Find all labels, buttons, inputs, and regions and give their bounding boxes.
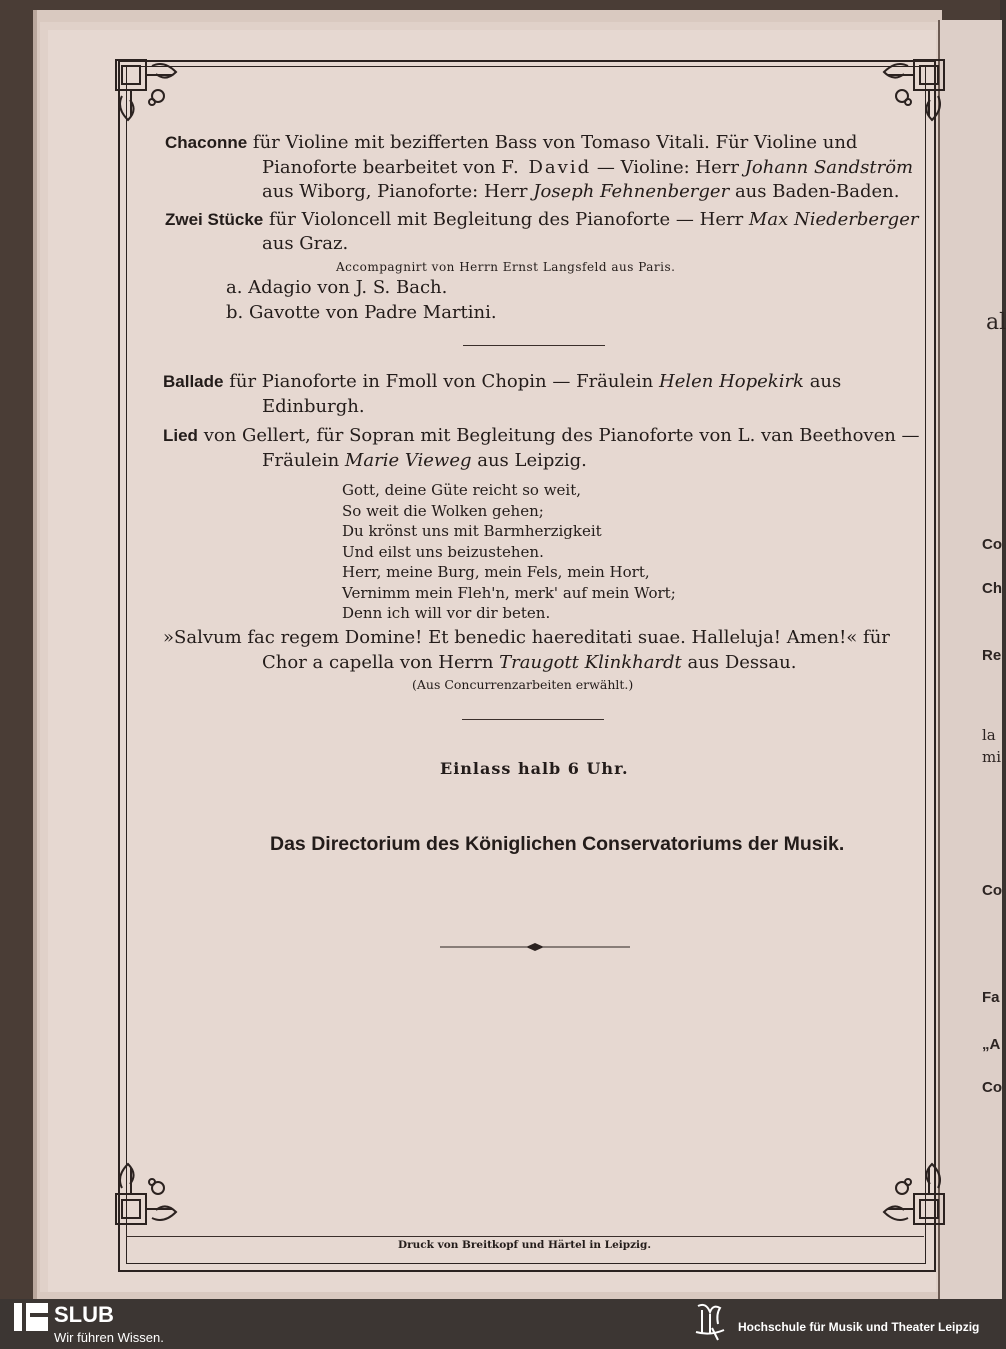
edge-text: Co [982, 882, 1002, 899]
institution-name[interactable]: Hochschule für Musik und Theater Leipzig [738, 1320, 980, 1334]
item-text: aus Wiborg, Pianoforte: Herr [262, 181, 528, 202]
item-text: für Violoncell mit Begleitung des Pianoforte — Herr [269, 209, 744, 230]
subitem: b. Gavotte von Padre Martini. [226, 302, 497, 323]
item-title: Ballade [163, 372, 224, 391]
divider [462, 719, 604, 720]
ornament-corner-icon [112, 1144, 196, 1228]
poem-line: Du krönst uns mit Barmherzigkeit [342, 522, 602, 540]
item-text: von Gellert, für Sopran mit Begleitung des Pianoforte von L. van Beethoven — [203, 425, 920, 446]
entry-time: Einlass halb 6 Uhr. [440, 759, 629, 778]
subitem: a. Adagio von J. S. Bach. [226, 277, 448, 298]
ornament-divider-icon [440, 941, 630, 953]
item-title: Zwei Stücke [165, 210, 264, 229]
edge-text: Re [982, 647, 1002, 664]
hmt-logo-icon[interactable] [692, 1302, 730, 1342]
facing-page-edge [938, 20, 1006, 1299]
item-text: für Violine mit bezifferten Bass von Tomaso Vitali. Für Violine und [252, 132, 858, 153]
program-item-zwei-stuecke [165, 208, 918, 232]
item-text: Edinburgh. [262, 396, 365, 417]
program-text-line [262, 651, 796, 675]
program-text-line [262, 449, 587, 473]
program-text-line [262, 180, 899, 204]
item-title: Chaconne [165, 133, 248, 152]
poem-block [342, 480, 676, 624]
ornament-corner-icon [112, 56, 196, 140]
edge-text: „A [982, 1036, 1001, 1053]
performer-name: Max Niederberger [748, 209, 919, 230]
performer-name: Traugott Klinkhardt [499, 652, 682, 673]
poem-line: Vernimm mein Fleh'n, merk' auf mein Wort; [342, 583, 676, 602]
edge-text: Ch [982, 580, 1002, 597]
composer-name: F. David [501, 157, 592, 178]
edge-text: la [982, 726, 996, 744]
bottom-rule [126, 1236, 924, 1237]
performer-name: Johann Sandström [744, 157, 914, 178]
performer-name: Marie Vieweg [344, 450, 472, 471]
poem-line: Herr, meine Burg, mein Fels, mein Hort, [342, 563, 650, 581]
item-text: Pianoforte bearbeitet von [262, 157, 496, 178]
poem-line: Denn ich will vor dir beten. [342, 604, 551, 622]
item-text: aus Graz. [262, 233, 349, 254]
item-text: aus Baden-Baden. [734, 181, 900, 202]
item-text: Chor a capella von Herrn [262, 652, 494, 673]
accompanist-note: Accompagnirt von Herrn Ernst Langsfeld aus Paris. [336, 260, 676, 274]
footer-bar [0, 1299, 1000, 1349]
performer-name: Joseph Fehnenberger [533, 181, 730, 202]
poem-line: Gott, deine Güte reicht so weit, [342, 481, 582, 499]
ornament-corner-icon [864, 1144, 948, 1228]
item-title: Lied [163, 426, 198, 445]
divider [463, 345, 605, 346]
program-item-lied [163, 424, 920, 448]
program-text-line [262, 156, 913, 180]
item-text: Fräulein [262, 450, 340, 471]
item-text: aus [809, 371, 842, 392]
printer-note: Druck von Breitkopf und Härtel in Leipzig. [398, 1239, 652, 1251]
slub-tagline: Wir führen Wissen. [54, 1330, 164, 1345]
selection-note: (Aus Concurrenzarbeiten erwählt.) [412, 677, 634, 692]
signature: Das Directorium des Königlichen Conservatoriums der Musik. [270, 833, 845, 855]
item-text: — Violine: Herr [596, 157, 739, 178]
edge-text: Co [982, 536, 1002, 553]
slub-brand[interactable]: SLUB [54, 1302, 114, 1327]
item-text: für Pianoforte in Fmoll von Chopin — Fräulein [229, 371, 654, 392]
performer-name: Helen Hopekirk [659, 371, 804, 392]
edge-text: Co [982, 1079, 1002, 1096]
slub-logo-icon[interactable] [14, 1303, 48, 1331]
edge-text: mi [982, 748, 1002, 766]
edge-text: Fa [982, 989, 1000, 1006]
program-item-salvum: »Salvum fac regem Domine! Et benedic haereditati suae. Halleluja! Amen!« für [163, 627, 890, 648]
poem-line: So weit die Wolken gehen; [342, 501, 544, 520]
item-text: aus Leipzig. [477, 450, 587, 471]
edge-text: al [986, 310, 1006, 335]
program-item-chaconne [165, 131, 857, 155]
program-item-ballade [163, 370, 841, 394]
ornament-corner-icon [864, 56, 948, 140]
item-text: aus Dessau. [687, 652, 797, 673]
poem-line: Und eilst uns beizustehen. [342, 542, 544, 561]
